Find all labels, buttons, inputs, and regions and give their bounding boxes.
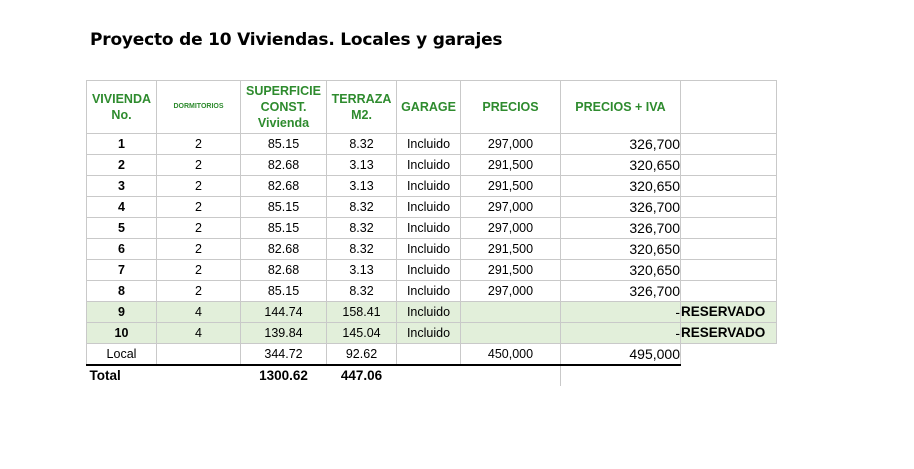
cell-precio: 291,500 xyxy=(461,260,561,281)
table-row xyxy=(87,239,777,260)
cell-vivienda-number: 4 xyxy=(87,197,157,218)
cell-dormitorios: 2 xyxy=(157,197,241,218)
local-terraza: 92.62 xyxy=(327,344,397,366)
cell-garage: Incluido xyxy=(397,260,461,281)
cell-precio-iva: - xyxy=(561,302,681,323)
cell-garage: Incluido xyxy=(397,197,461,218)
cell-precio: 297,000 xyxy=(461,281,561,302)
cell-dormitorios: 2 xyxy=(157,155,241,176)
header-empty xyxy=(681,81,777,134)
cell-vivienda-number: 1 xyxy=(87,134,157,155)
table-row xyxy=(87,176,777,197)
total-label: Total xyxy=(89,368,121,383)
cell-status: RESERVADO xyxy=(681,302,777,323)
price-table xyxy=(86,80,777,386)
table-row xyxy=(87,134,777,155)
cell-terraza: 3.13 xyxy=(327,176,397,197)
cell-vivienda-number: 8 xyxy=(87,281,157,302)
table-body xyxy=(87,134,777,344)
header-precios-iva: PRECIOS + IVA xyxy=(561,81,681,134)
cell-dormitorios: 2 xyxy=(157,260,241,281)
cell-garage: Incluido xyxy=(397,302,461,323)
cell-vivienda-number: 10 xyxy=(87,323,157,344)
total-terraza: 447.06 xyxy=(340,368,383,383)
cell-terraza: 8.32 xyxy=(327,197,397,218)
document-title: Proyecto de 10 Viviendas. Locales y garajes xyxy=(90,30,503,50)
cell-terraza: 8.32 xyxy=(327,218,397,239)
cell-garage: Incluido xyxy=(397,176,461,197)
cell-status xyxy=(681,218,777,239)
cell-precio: 297,000 xyxy=(461,134,561,155)
local-empty xyxy=(681,344,777,366)
cell-precio-iva: 326,700 xyxy=(561,281,681,302)
cell-garage: Incluido xyxy=(397,239,461,260)
cell-precio: 291,500 xyxy=(461,239,561,260)
cell-status xyxy=(681,176,777,197)
cell-vivienda-number: 2 xyxy=(87,155,157,176)
cell-terraza: 8.32 xyxy=(327,239,397,260)
cell-status xyxy=(681,239,777,260)
cell-precio-iva: 326,700 xyxy=(561,197,681,218)
cell-superficie: 82.68 xyxy=(241,176,327,197)
cell-precio: 291,500 xyxy=(461,176,561,197)
cell-dormitorios: 4 xyxy=(157,323,241,344)
total-empty-iva xyxy=(561,365,681,386)
table-row xyxy=(87,302,777,323)
cell-superficie: 144.74 xyxy=(241,302,327,323)
cell-terraza: 3.13 xyxy=(327,260,397,281)
cell-status xyxy=(681,197,777,218)
cell-dormitorios: 4 xyxy=(157,302,241,323)
cell-precio-iva: 326,700 xyxy=(561,134,681,155)
cell-garage: Incluido xyxy=(397,281,461,302)
total-row xyxy=(87,365,777,386)
cell-terraza: 8.32 xyxy=(327,134,397,155)
cell-vivienda-number: 9 xyxy=(87,302,157,323)
cell-precio-iva: 320,650 xyxy=(561,260,681,281)
cell-precio-iva: 320,650 xyxy=(561,239,681,260)
header-precios: PRECIOS xyxy=(461,81,561,134)
cell-garage: Incluido xyxy=(397,323,461,344)
header-dormitorios: DORMITORIOS xyxy=(157,81,241,134)
table-row xyxy=(87,323,777,344)
local-label: Local xyxy=(87,344,157,366)
total-empty-garage xyxy=(397,365,461,386)
cell-vivienda-number: 6 xyxy=(87,239,157,260)
header-terraza: TERRAZA M2. xyxy=(327,81,397,134)
cell-superficie: 82.68 xyxy=(241,239,327,260)
cell-dormitorios: 2 xyxy=(157,134,241,155)
header-row xyxy=(87,81,777,134)
cell-superficie: 82.68 xyxy=(241,155,327,176)
cell-precio xyxy=(461,302,561,323)
local-row xyxy=(87,344,777,366)
header-vivienda: VIVIENDA No. xyxy=(87,81,157,134)
cell-superficie: 85.15 xyxy=(241,134,327,155)
cell-garage: Incluido xyxy=(397,155,461,176)
table-row xyxy=(87,260,777,281)
cell-dormitorios: 2 xyxy=(157,218,241,239)
cell-terraza: 158.41 xyxy=(327,302,397,323)
cell-vivienda-number: 5 xyxy=(87,218,157,239)
cell-dormitorios: 2 xyxy=(157,176,241,197)
total-empty-status xyxy=(681,365,777,386)
cell-precio-iva: - xyxy=(561,323,681,344)
cell-superficie: 85.15 xyxy=(241,197,327,218)
cell-precio-iva: 320,650 xyxy=(561,155,681,176)
cell-precio: 297,000 xyxy=(461,197,561,218)
cell-garage: Incluido xyxy=(397,218,461,239)
table-row xyxy=(87,155,777,176)
cell-superficie: 85.15 xyxy=(241,281,327,302)
cell-precio: 291,500 xyxy=(461,155,561,176)
local-dorm xyxy=(157,344,241,366)
cell-superficie: 82.68 xyxy=(241,260,327,281)
local-superficie: 344.72 xyxy=(241,344,327,366)
cell-superficie: 85.15 xyxy=(241,218,327,239)
cell-vivienda-number: 7 xyxy=(87,260,157,281)
cell-status xyxy=(681,281,777,302)
cell-terraza: 145.04 xyxy=(327,323,397,344)
cell-precio-iva: 320,650 xyxy=(561,176,681,197)
cell-status: RESERVADO xyxy=(681,323,777,344)
local-precio-iva: 495,000 xyxy=(561,344,681,366)
local-precio: 450,000 xyxy=(461,344,561,366)
cell-dormitorios: 2 xyxy=(157,281,241,302)
table-row xyxy=(87,218,777,239)
cell-precio: 297,000 xyxy=(461,218,561,239)
cell-precio xyxy=(461,323,561,344)
cell-terraza: 3.13 xyxy=(327,155,397,176)
cell-vivienda-number: 3 xyxy=(87,176,157,197)
total-superficie: 1300.62 xyxy=(259,368,308,383)
cell-precio-iva: 326,700 xyxy=(561,218,681,239)
cell-dormitorios: 2 xyxy=(157,239,241,260)
header-superficie: SUPERFICIE CONST. Vivienda xyxy=(241,81,327,134)
table-row xyxy=(87,281,777,302)
cell-status xyxy=(681,134,777,155)
cell-superficie: 139.84 xyxy=(241,323,327,344)
cell-terraza: 8.32 xyxy=(327,281,397,302)
local-garage xyxy=(397,344,461,366)
header-garage: GARAGE xyxy=(397,81,461,134)
cell-status xyxy=(681,260,777,281)
cell-garage: Incluido xyxy=(397,134,461,155)
table-row xyxy=(87,197,777,218)
total-empty-precio xyxy=(461,365,561,386)
cell-status xyxy=(681,155,777,176)
